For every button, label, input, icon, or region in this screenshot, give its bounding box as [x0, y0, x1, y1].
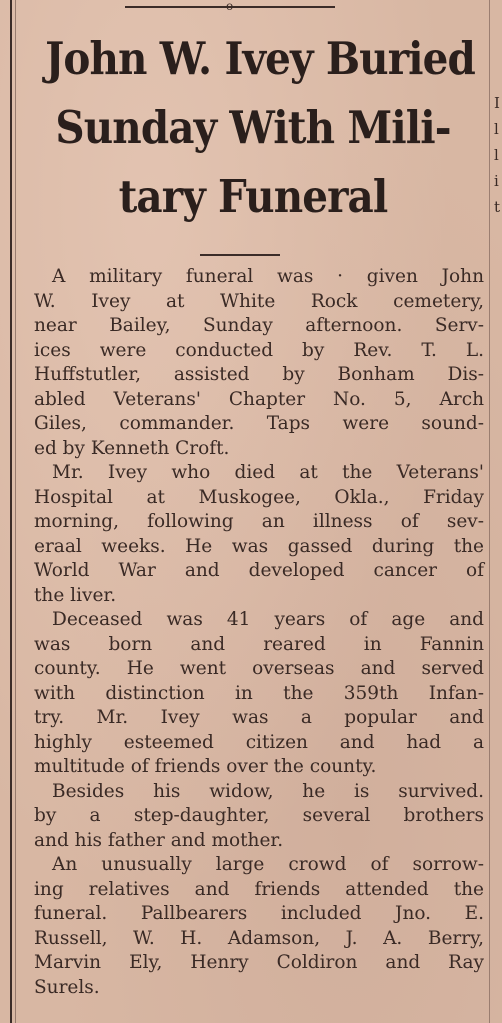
article-line: Deceased was 41 years of age and — [52, 609, 484, 630]
article-line: by a step-daughter, several brothers — [34, 805, 484, 826]
article-line: was born and reared in Fannin — [34, 633, 484, 655]
headline — [45, 24, 475, 231]
adjacent-fragment: l — [494, 146, 499, 164]
headline-divider — [200, 254, 280, 256]
headline-line: tary Funeral — [118, 170, 388, 223]
article-line: near Bailey, Sunday afternoon. Serv- — [34, 315, 484, 336]
adjacent-fragment: I — [494, 94, 500, 112]
article-line: the liver. — [34, 584, 117, 606]
column-rule-right — [489, 0, 490, 1023]
article-line: abled Veterans' Chapter No. 5, Arch — [34, 388, 484, 410]
article-line: multitude of friends over the county. — [34, 756, 377, 777]
headline-line: John W. Ivey Buried — [45, 32, 475, 85]
article-line: Giles, commander. Taps were sound- — [34, 413, 484, 434]
adjacent-fragment: i — [494, 172, 499, 190]
article-line: Marvin Ely, Henry Coldiron and Ray — [34, 952, 484, 973]
article-line: Mr. Ivey who died at the Veterans' — [52, 462, 484, 483]
article-line: ing relatives and friends attended the — [34, 878, 484, 900]
article-line: Hospital at Muskogee, Okla., Friday — [34, 486, 484, 508]
article-line: Besides his widow, he is survived. — [52, 780, 484, 802]
adjacent-fragment: t — [494, 198, 501, 216]
article-line: highly esteemed citizen and had a — [34, 731, 484, 753]
headline-line: Sunday With Mili- — [55, 101, 451, 154]
article-line: W. Ivey at White Rock cemetery, — [34, 290, 484, 312]
top-divider-ornament: o — [226, 0, 234, 13]
article-line: try. Mr. Ivey was a popular and — [34, 707, 484, 728]
article-line: morning, following an illness of sev- — [34, 511, 484, 532]
column-rule-left — [10, 0, 12, 1023]
adjacent-column-fragment — [494, 90, 502, 220]
article-line: Surels. — [34, 976, 100, 998]
article-line: and his father and mother. — [34, 829, 284, 851]
article-body — [34, 265, 484, 1000]
article-line: A military funeral was · given John — [52, 266, 484, 287]
article-line: Russell, W. H. Adamson, J. A. Berry, — [34, 927, 484, 949]
article-line: eraal weeks. He was gassed during the — [34, 535, 484, 557]
article-line: Huffstutler, assisted by Bonham Dis- — [34, 364, 484, 385]
article-line: World War and developed cancer of — [34, 560, 484, 581]
article-line: county. He went overseas and served — [34, 658, 484, 679]
article-line: ices were conducted by Rev. T. L. — [34, 339, 484, 361]
column-rule-left-inner — [15, 0, 16, 1023]
article-line: An unusually large crowd of sorrow- — [52, 854, 484, 875]
adjacent-fragment: l — [494, 120, 499, 138]
article-line: ed by Kenneth Croft. — [34, 437, 230, 459]
article-line: funeral. Pallbearers included Jno. E. — [34, 903, 484, 924]
article-line: with distinction in the 359th Infan- — [34, 682, 484, 704]
